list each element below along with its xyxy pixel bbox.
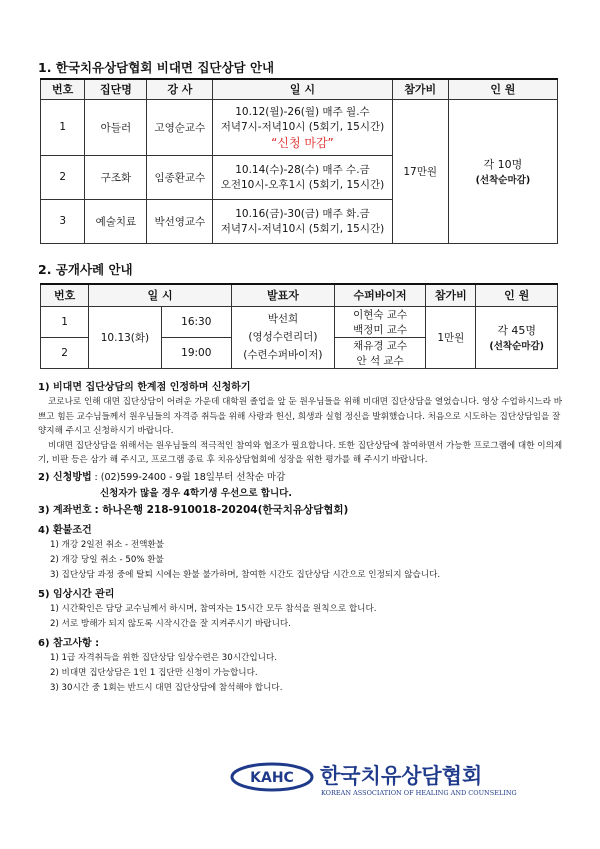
table-row bbox=[41, 306, 558, 337]
row-supervisors bbox=[334, 306, 425, 337]
presenter-role1: (영성수련리더) bbox=[248, 331, 318, 343]
note1-title: 1) 비대면 집단상담의 한계점 인정하며 신청하기 bbox=[38, 382, 251, 393]
presenter-cell bbox=[231, 306, 334, 368]
date-cell: 10.13(화) bbox=[89, 306, 162, 368]
note2-text: : (02)599-2400 - 9월 18일부터 선착순 마감 bbox=[94, 471, 286, 483]
header-fee: 참가비 bbox=[426, 284, 476, 306]
row-no: 1 bbox=[41, 99, 85, 155]
header-capacity: 인 원 bbox=[448, 79, 557, 99]
supervisor: 채유경 교수 bbox=[353, 339, 408, 352]
row-schedule bbox=[213, 199, 392, 243]
list-item: 1) 개강 2일전 취소 - 전액환불 bbox=[50, 539, 165, 550]
supervisor: 안 석 교수 bbox=[356, 354, 404, 367]
row-schedule bbox=[213, 99, 392, 155]
row-teacher: 고영순교수 bbox=[147, 99, 213, 155]
row-no: 2 bbox=[41, 337, 89, 368]
closed-note: “신청 마감” bbox=[271, 135, 334, 150]
logo-english-name: KOREAN ASSOCIATION OF HEALING AND COUNSELING bbox=[321, 789, 517, 797]
header-schedule: 일 시 bbox=[213, 79, 392, 99]
note5-title: 5) 임상시간 관리 bbox=[38, 588, 115, 600]
kahc-emblem-icon bbox=[228, 760, 528, 800]
row-group: 구조화 bbox=[85, 155, 147, 199]
section1-title: 1. 한국치유상담협회 비대면 집단상담 안내 bbox=[38, 60, 275, 75]
notes bbox=[38, 380, 568, 696]
note3-label: 3) 계좌번호 bbox=[38, 504, 92, 516]
schedule-line1: 10.12(월)-26(월) 매주 월.수 bbox=[235, 105, 370, 118]
schedule-line1: 10.16(금)-30(금) 매주 화.금 bbox=[235, 208, 370, 220]
presenter-name: 박선희 bbox=[267, 313, 299, 325]
account-number: : 하나은행 218-910018-20204(한국치유상담협회) bbox=[94, 503, 349, 516]
row-supervisors bbox=[334, 337, 425, 368]
fee-cell: 1만원 bbox=[426, 306, 476, 368]
list-item: 3) 집단상담 과정 중에 탈퇴 시에는 환불 불가하며, 참여한 시간도 집단상담 시간으로 인정되지 않습니다. bbox=[50, 569, 441, 580]
capacity-note: (선착순마감) bbox=[489, 341, 544, 352]
note2-sub: 신청자가 많을 경우 4학기생 우선으로 합니다. bbox=[100, 487, 292, 499]
row-teacher: 박선영교수 bbox=[147, 199, 213, 243]
note1-paragraph1: 코로나로 인해 대면 집단상담이 어려운 가운데 대학원 졸업을 앞 둔 원우님들을 위해 비대면 집단상담을 열었습니다. 영상 수업하시느라 바쁘고 힘든 교수님들께서 원우님들의 자격증 취득을 위해 사랑과 헌신, 희생과 실험 정신을 발휘했습니다. 처음으로 시도하는 집단상담임을 잘 양지해 주시고 신청하시기 바랍니다. bbox=[38, 397, 563, 436]
group-counseling-table bbox=[40, 78, 558, 244]
list-item: 1) 시간확인은 담당 교수님께서 하시며, 참여자는 15시간 모두 참석을 원칙으로 합니다. bbox=[50, 603, 377, 614]
schedule-line1: 10.14(수)-28(수) 매주 수.금 bbox=[235, 164, 370, 176]
row-no: 1 bbox=[41, 306, 89, 337]
capacity: 각 45명 bbox=[497, 324, 537, 337]
row-group: 예술치료 bbox=[85, 199, 147, 243]
header-datetime: 일 시 bbox=[89, 284, 232, 306]
schedule-line2: 저녁7시-저녁10시 (5회기, 15시간) bbox=[220, 223, 385, 235]
note6-title: 6) 참고사항 : bbox=[38, 637, 100, 649]
schedule-line2: 저녁7시-저녁10시 (5회기, 15시간) bbox=[220, 120, 385, 133]
header-supervisor: 수퍼바이저 bbox=[334, 284, 425, 306]
header-no: 번호 bbox=[41, 284, 89, 306]
header-fee: 참가비 bbox=[392, 79, 448, 99]
capacity-note: (선착순마감) bbox=[475, 175, 531, 186]
logo-korean-name: 한국치유상담협회 bbox=[320, 764, 483, 788]
row-teacher: 임종환교수 bbox=[147, 155, 213, 199]
row-time: 16:30 bbox=[161, 306, 231, 337]
list-item: 2) 개강 당일 취소 - 50% 환불 bbox=[50, 554, 164, 565]
list-item: 1) 1급 자격취득을 위한 집단상담 임상수련은 30시간입니다. bbox=[50, 652, 277, 663]
header-capacity: 인 원 bbox=[476, 284, 558, 306]
fee-cell: 17만원 bbox=[392, 99, 448, 243]
section2-title: 2. 공개사례 안내 bbox=[38, 262, 133, 277]
row-time: 19:00 bbox=[161, 337, 231, 368]
capacity-cell bbox=[476, 306, 558, 368]
note4-title: 4) 환불조건 bbox=[38, 524, 92, 536]
supervisor: 이현숙 교수 bbox=[353, 308, 408, 321]
header-presenter: 발표자 bbox=[231, 284, 334, 306]
schedule-line2: 오전10시-오후1시 (5회기, 15시간) bbox=[220, 179, 385, 191]
note2-label: 2) 신청방법 bbox=[38, 471, 92, 483]
kahc-logo bbox=[228, 760, 528, 800]
case-presentation-table bbox=[40, 283, 558, 369]
list-item: 2) 비대면 집단상담은 1인 1 집단만 신청이 가능합니다. bbox=[50, 667, 258, 678]
row-no: 3 bbox=[41, 199, 85, 243]
presenter-role2: (수련수퍼바이저) bbox=[243, 349, 323, 361]
table-row bbox=[41, 99, 558, 155]
capacity-cell bbox=[448, 99, 557, 243]
header-teacher: 강 사 bbox=[147, 79, 213, 99]
supervisor: 백정미 교수 bbox=[353, 323, 408, 336]
header-group: 집단명 bbox=[85, 79, 147, 99]
row-group: 아들러 bbox=[85, 99, 147, 155]
list-item: 3) 30시간 중 1회는 반드시 대면 집단상담에 참석해야 합니다. bbox=[50, 682, 283, 693]
list-item: 2) 서로 방해가 되지 않도록 시작시간을 잘 지켜주시기 바랍니다. bbox=[50, 618, 291, 629]
header-no: 번호 bbox=[41, 79, 85, 99]
logo-mark-text: KAHC bbox=[250, 770, 294, 786]
note1-paragraph2: 비대면 집단상담을 위해서는 원우님들의 적극적인 참여와 협조가 필요합니다. 또한 집단상담에 참여하면서 가능한 프로그램에 대한 이의제기, 비판 등은 삼가 해 주시고, 프로그램 종료 후 치유상담협회에 성장을 위한 평가를 해 주시기 바랍니다. bbox=[38, 440, 563, 465]
row-schedule bbox=[213, 155, 392, 199]
capacity: 각 10명 bbox=[483, 158, 523, 171]
row-no: 2 bbox=[41, 155, 85, 199]
